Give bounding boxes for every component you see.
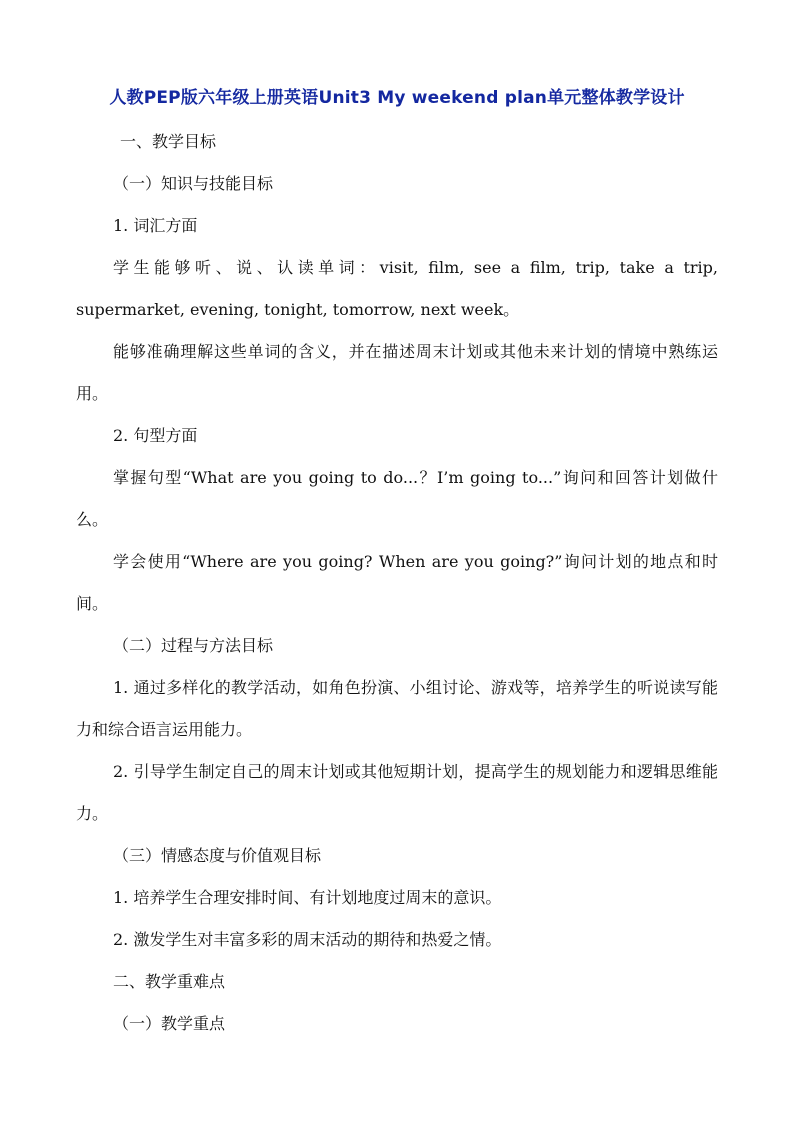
paragraph-vocabulary-words: 学生能够听、说、认读单词：visit, film, see a film, trip, take a trip, supermarket, evening, tonight, tomorrow, next week。 — [76, 258, 718, 319]
paragraph-vocabulary-usage: 能够准确理解这些单词的含义，并在描述周末计划或其他未来计划的情境中熟练运用。 — [76, 342, 718, 403]
paragraph-sentence-where-when: 学会使用“Where are you going? When are you going?”询问计划的地点和时间。 — [76, 552, 718, 613]
list-item-emotion-time: 1. 培养学生合理安排时间、有计划地度过周末的意识。 — [113, 888, 502, 907]
document-title: 人教PEP版六年级上册英语Unit3 My weekend plan单元整体教学设计 — [109, 88, 685, 108]
subsection-heading-key-points: （一）教学重点 — [113, 1014, 226, 1033]
subsection-heading-knowledge-skills: （一）知识与技能目标 — [113, 174, 274, 193]
paragraph-process-planning: 2. 引导学生制定自己的周末计划或其他短期计划，提高学生的规划能力和逻辑思维能力。 — [76, 762, 718, 823]
section-heading-teaching-objectives: 一、教学目标 — [120, 132, 217, 151]
list-item-emotion-activities: 2. 激发学生对丰富多彩的周末活动的期待和热爱之情。 — [113, 930, 502, 949]
paragraph-sentence-what: 掌握句型“What are you going to do...？I’m going to...”询问和回答计划做什么。 — [76, 468, 718, 529]
section-heading-key-difficult-points: 二、教学重难点 — [113, 972, 226, 991]
item-heading-sentence-patterns: 2. 句型方面 — [113, 426, 198, 445]
subsection-heading-process-methods: （二）过程与方法目标 — [113, 636, 274, 655]
subsection-heading-emotion-values: （三）情感态度与价值观目标 — [113, 846, 322, 865]
item-heading-vocabulary: 1. 词汇方面 — [113, 216, 198, 235]
paragraph-process-activities: 1. 通过多样化的教学活动，如角色扮演、小组讨论、游戏等，培养学生的听说读写能力和综合语言运用能力。 — [76, 678, 718, 739]
